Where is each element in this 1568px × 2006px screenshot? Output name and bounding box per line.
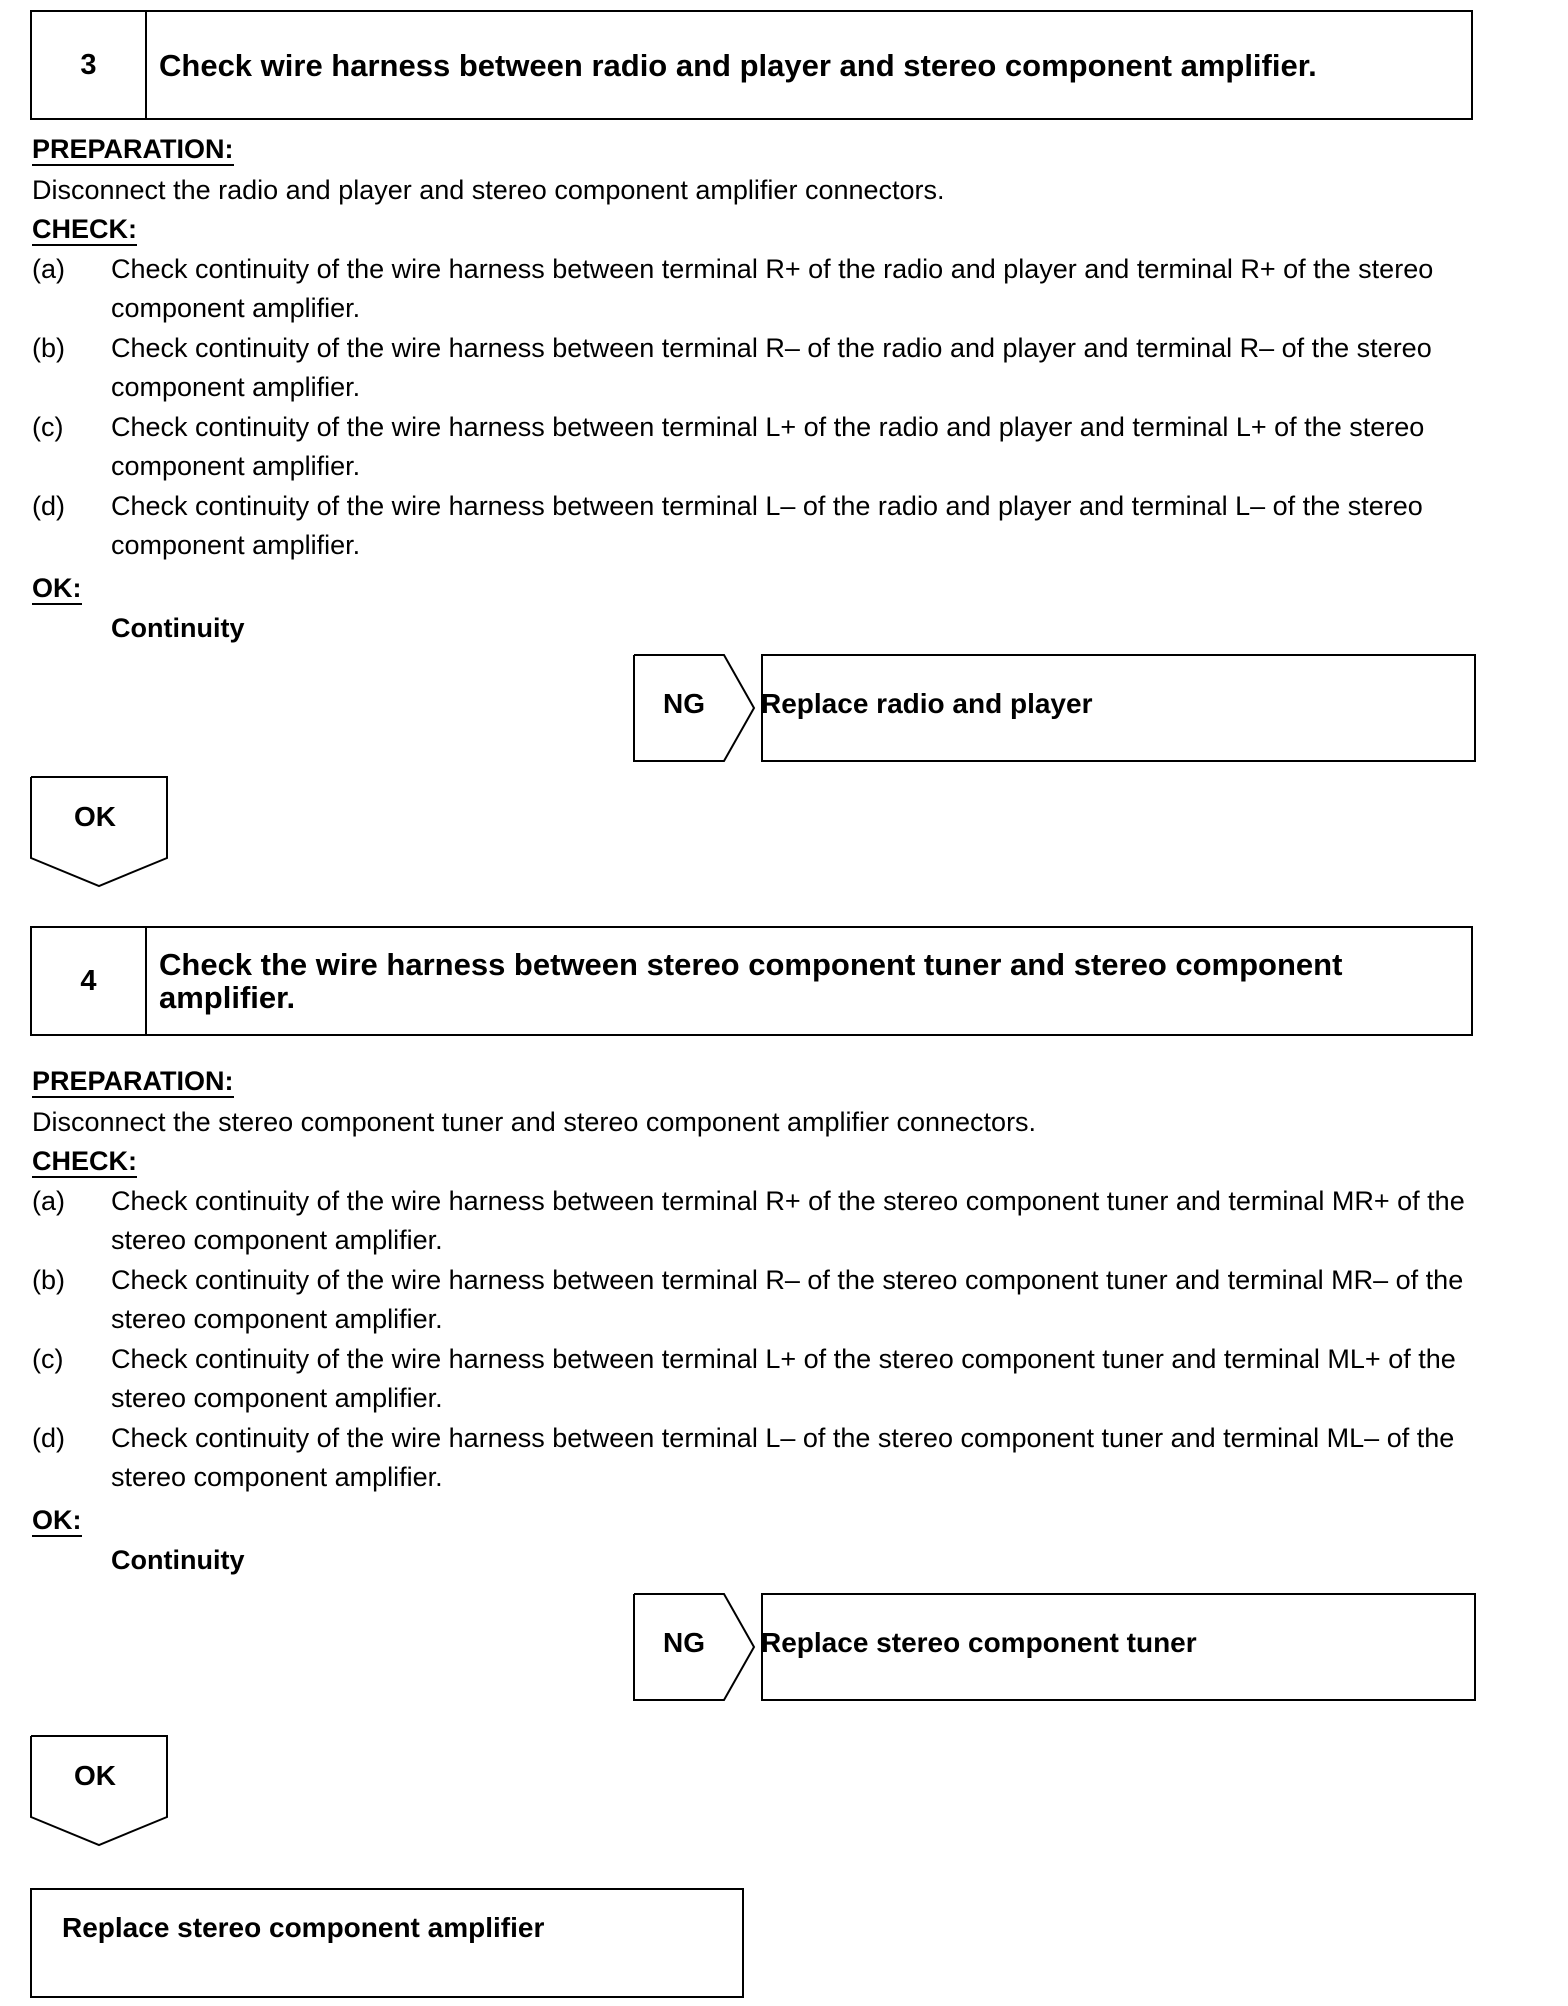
- step-4-title: Check the wire harness between stereo component tuner and stereo component amplifier.: [159, 947, 1343, 1015]
- step-3-ng-branch: [633, 654, 1476, 762]
- step-3-preparation-label: PREPARATION:: [32, 134, 234, 164]
- step-3-header: [30, 10, 1473, 120]
- step-3-number: 3: [32, 12, 147, 118]
- step-4-ok-flow: [30, 1735, 168, 1847]
- step-4-ok-value: Continuity: [111, 1545, 245, 1575]
- check-text: Check continuity of the wire harness between terminal R+ of the stereo component tuner and terminal MR+ of the stereo component amplifier.: [111, 1186, 1465, 1255]
- final-result: Replace stereo component amplifier: [62, 1912, 545, 1943]
- ng-result: Replace radio and player: [761, 688, 1093, 719]
- check-text: Check continuity of the wire harness between terminal L+ of the radio and player and terminal L+ of the stereo component amplifier.: [111, 412, 1425, 481]
- check-text: Check continuity of the wire harness between terminal R+ of the radio and player and terminal R+ of the stereo component amplifier.: [111, 254, 1434, 323]
- ng-label: NG: [663, 688, 705, 719]
- step-3-preparation-text: Disconnect the radio and player and stereo component amplifier connectors.: [32, 175, 945, 205]
- step-4-number: 4: [32, 928, 147, 1034]
- step-4-check-b: [32, 1261, 1482, 1339]
- step-3-title: Check wire harness between radio and player and stereo component amplifier.: [159, 47, 1317, 83]
- step-4-check-a: [32, 1182, 1482, 1260]
- check-letter: (b): [32, 333, 65, 363]
- step-4-check-label: CHECK:: [32, 1146, 137, 1176]
- step-3-check-d: [32, 487, 1482, 565]
- ok-flow-label: OK: [74, 1760, 116, 1791]
- step-3-ok-label: OK:: [32, 573, 82, 603]
- check-letter: (d): [32, 491, 65, 521]
- check-letter: (a): [32, 254, 65, 284]
- step-4-preparation-label: PREPARATION:: [32, 1066, 234, 1096]
- step-4-ng-branch: [633, 1593, 1476, 1701]
- step-3-check-label: CHECK:: [32, 214, 137, 244]
- check-letter: (c): [32, 1344, 64, 1374]
- step-3-check-b: [32, 329, 1482, 407]
- ng-result: Replace stereo component tuner: [761, 1627, 1197, 1658]
- check-letter: (c): [32, 412, 64, 442]
- check-text: Check continuity of the wire harness between terminal R– of the stereo component tuner and terminal MR– of the stereo component amplifier.: [111, 1265, 1464, 1334]
- check-letter: (a): [32, 1186, 65, 1216]
- step-4-check-c: [32, 1340, 1482, 1418]
- step-3-check-a: [32, 250, 1482, 328]
- step-4-check-d: [32, 1419, 1482, 1497]
- check-text: Check continuity of the wire harness between terminal R– of the radio and player and terminal R– of the stereo component amplifier.: [111, 333, 1432, 402]
- ok-flow-label: OK: [74, 801, 116, 832]
- final-result-box: [30, 1888, 744, 1998]
- ng-label: NG: [663, 1627, 705, 1658]
- check-text: Check continuity of the wire harness between terminal L– of the stereo component tuner and terminal ML– of the stereo component amplifier.: [111, 1423, 1455, 1492]
- check-letter: (d): [32, 1423, 65, 1453]
- check-text: Check continuity of the wire harness between terminal L+ of the stereo component tuner and terminal ML+ of the stereo component amplifier.: [111, 1344, 1456, 1413]
- step-3-ok-value: Continuity: [111, 613, 245, 643]
- step-3-check-c: [32, 408, 1482, 486]
- step-4-preparation-text: Disconnect the stereo component tuner and stereo component amplifier connectors.: [32, 1107, 1037, 1137]
- check-text: Check continuity of the wire harness between terminal L– of the radio and player and terminal L– of the stereo component amplifier.: [111, 491, 1423, 560]
- check-letter: (b): [32, 1265, 65, 1295]
- step-4-header: [30, 926, 1473, 1036]
- step-4-ok-label: OK:: [32, 1505, 82, 1535]
- step-3-ok-flow: [30, 776, 168, 888]
